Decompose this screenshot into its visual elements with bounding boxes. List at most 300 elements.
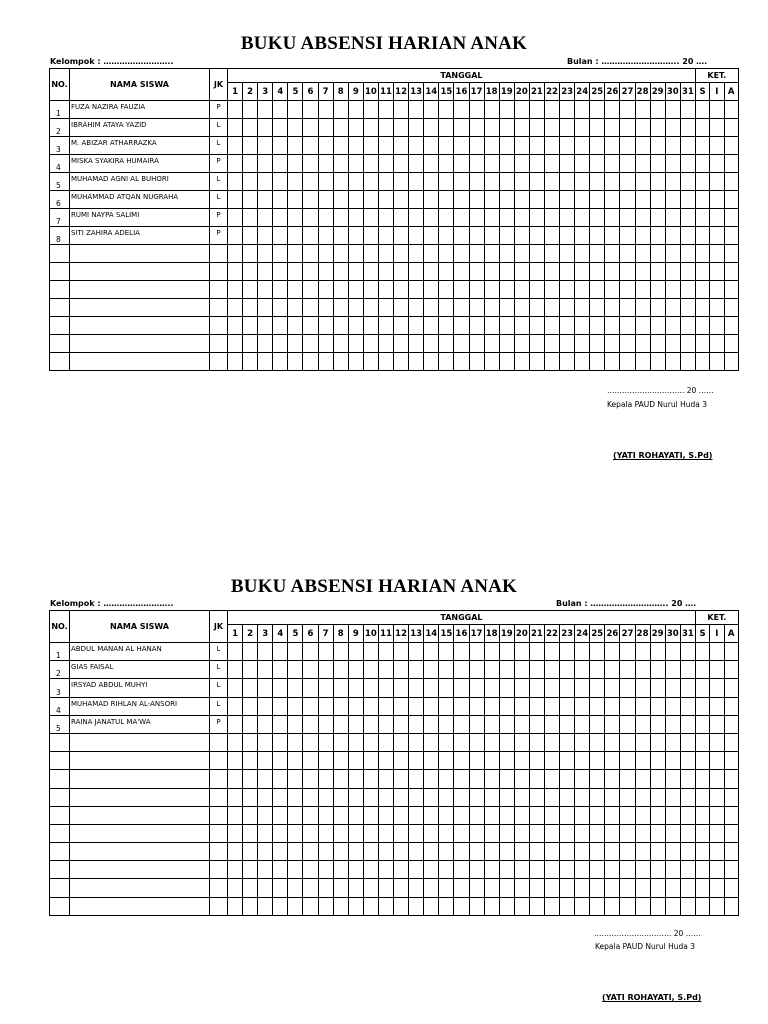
attendance-cell[interactable] — [499, 335, 514, 353]
attendance-cell[interactable] — [318, 770, 333, 788]
attendance-cell[interactable] — [544, 824, 559, 842]
attendance-cell[interactable] — [724, 137, 738, 155]
attendance-cell[interactable] — [620, 770, 635, 788]
attendance-cell[interactable] — [620, 335, 635, 353]
attendance-cell[interactable] — [394, 752, 409, 770]
attendance-cell[interactable] — [590, 697, 605, 715]
attendance-cell[interactable] — [424, 281, 439, 299]
attendance-cell[interactable] — [243, 843, 258, 861]
attendance-cell[interactable] — [560, 281, 575, 299]
attendance-cell[interactable] — [394, 861, 409, 879]
attendance-cell[interactable] — [258, 227, 273, 245]
attendance-cell[interactable] — [394, 191, 409, 209]
attendance-cell[interactable] — [439, 733, 454, 751]
attendance-cell[interactable] — [695, 353, 709, 371]
attendance-cell[interactable] — [333, 281, 348, 299]
attendance-cell[interactable] — [288, 843, 303, 861]
attendance-cell[interactable] — [635, 317, 650, 335]
attendance-cell[interactable] — [454, 263, 469, 281]
attendance-cell[interactable] — [303, 715, 318, 733]
attendance-cell[interactable] — [454, 245, 469, 263]
attendance-cell[interactable] — [724, 806, 738, 824]
attendance-cell[interactable] — [635, 806, 650, 824]
attendance-cell[interactable] — [590, 770, 605, 788]
attendance-cell[interactable] — [348, 353, 363, 371]
attendance-cell[interactable] — [288, 824, 303, 842]
attendance-cell[interactable] — [333, 643, 348, 661]
attendance-cell[interactable] — [439, 861, 454, 879]
attendance-cell[interactable] — [378, 263, 393, 281]
attendance-cell[interactable] — [409, 788, 424, 806]
attendance-cell[interactable] — [303, 209, 318, 227]
attendance-cell[interactable] — [605, 824, 620, 842]
attendance-cell[interactable] — [363, 806, 378, 824]
attendance-cell[interactable] — [424, 679, 439, 697]
attendance-cell[interactable] — [288, 353, 303, 371]
attendance-cell[interactable] — [454, 119, 469, 137]
attendance-cell[interactable] — [710, 299, 724, 317]
attendance-cell[interactable] — [469, 679, 484, 697]
attendance-cell[interactable] — [560, 173, 575, 191]
attendance-cell[interactable] — [635, 137, 650, 155]
attendance-cell[interactable] — [544, 679, 559, 697]
attendance-cell[interactable] — [620, 879, 635, 897]
attendance-cell[interactable] — [650, 353, 665, 371]
attendance-cell[interactable] — [288, 227, 303, 245]
attendance-cell[interactable] — [680, 335, 695, 353]
attendance-cell[interactable] — [243, 661, 258, 679]
attendance-cell[interactable] — [665, 879, 680, 897]
attendance-cell[interactable] — [228, 137, 243, 155]
attendance-cell[interactable] — [529, 155, 544, 173]
attendance-cell[interactable] — [348, 137, 363, 155]
attendance-cell[interactable] — [620, 173, 635, 191]
attendance-cell[interactable] — [499, 897, 514, 915]
attendance-cell[interactable] — [514, 643, 529, 661]
attendance-cell[interactable] — [544, 137, 559, 155]
attendance-cell[interactable] — [590, 155, 605, 173]
attendance-cell[interactable] — [394, 245, 409, 263]
attendance-cell[interactable] — [695, 715, 709, 733]
attendance-cell[interactable] — [635, 191, 650, 209]
attendance-cell[interactable] — [258, 245, 273, 263]
attendance-cell[interactable] — [318, 897, 333, 915]
attendance-cell[interactable] — [348, 861, 363, 879]
attendance-cell[interactable] — [650, 843, 665, 861]
attendance-cell[interactable] — [560, 643, 575, 661]
attendance-cell[interactable] — [303, 155, 318, 173]
attendance-cell[interactable] — [318, 806, 333, 824]
attendance-cell[interactable] — [348, 209, 363, 227]
attendance-cell[interactable] — [484, 697, 499, 715]
attendance-cell[interactable] — [303, 137, 318, 155]
attendance-cell[interactable] — [273, 679, 288, 697]
attendance-cell[interactable] — [318, 299, 333, 317]
attendance-cell[interactable] — [258, 897, 273, 915]
attendance-cell[interactable] — [348, 733, 363, 751]
attendance-cell[interactable] — [575, 752, 590, 770]
attendance-cell[interactable] — [499, 119, 514, 137]
attendance-cell[interactable] — [454, 770, 469, 788]
attendance-cell[interactable] — [333, 770, 348, 788]
attendance-cell[interactable] — [273, 353, 288, 371]
attendance-cell[interactable] — [484, 227, 499, 245]
attendance-cell[interactable] — [424, 697, 439, 715]
attendance-cell[interactable] — [724, 335, 738, 353]
attendance-cell[interactable] — [544, 643, 559, 661]
attendance-cell[interactable] — [529, 209, 544, 227]
attendance-cell[interactable] — [484, 806, 499, 824]
attendance-cell[interactable] — [439, 770, 454, 788]
attendance-cell[interactable] — [424, 317, 439, 335]
attendance-cell[interactable] — [620, 733, 635, 751]
attendance-cell[interactable] — [560, 843, 575, 861]
attendance-cell[interactable] — [303, 335, 318, 353]
attendance-cell[interactable] — [590, 824, 605, 842]
attendance-cell[interactable] — [439, 227, 454, 245]
attendance-cell[interactable] — [650, 317, 665, 335]
attendance-cell[interactable] — [288, 299, 303, 317]
attendance-cell[interactable] — [394, 715, 409, 733]
attendance-cell[interactable] — [635, 697, 650, 715]
attendance-cell[interactable] — [409, 101, 424, 119]
attendance-cell[interactable] — [665, 861, 680, 879]
attendance-cell[interactable] — [243, 335, 258, 353]
attendance-cell[interactable] — [695, 245, 709, 263]
attendance-cell[interactable] — [243, 101, 258, 119]
attendance-cell[interactable] — [228, 897, 243, 915]
attendance-cell[interactable] — [484, 843, 499, 861]
attendance-cell[interactable] — [724, 317, 738, 335]
attendance-cell[interactable] — [409, 155, 424, 173]
attendance-cell[interactable] — [439, 661, 454, 679]
attendance-cell[interactable] — [650, 227, 665, 245]
attendance-cell[interactable] — [394, 173, 409, 191]
attendance-cell[interactable] — [273, 806, 288, 824]
attendance-cell[interactable] — [635, 824, 650, 842]
attendance-cell[interactable] — [363, 897, 378, 915]
attendance-cell[interactable] — [333, 843, 348, 861]
attendance-cell[interactable] — [575, 137, 590, 155]
attendance-cell[interactable] — [484, 245, 499, 263]
attendance-cell[interactable] — [724, 824, 738, 842]
attendance-cell[interactable] — [635, 101, 650, 119]
attendance-cell[interactable] — [710, 733, 724, 751]
attendance-cell[interactable] — [394, 643, 409, 661]
attendance-cell[interactable] — [695, 770, 709, 788]
attendance-cell[interactable] — [635, 155, 650, 173]
attendance-cell[interactable] — [454, 843, 469, 861]
attendance-cell[interactable] — [469, 317, 484, 335]
attendance-cell[interactable] — [499, 715, 514, 733]
attendance-cell[interactable] — [378, 281, 393, 299]
attendance-cell[interactable] — [348, 697, 363, 715]
attendance-cell[interactable] — [665, 679, 680, 697]
attendance-cell[interactable] — [363, 752, 378, 770]
attendance-cell[interactable] — [243, 770, 258, 788]
attendance-cell[interactable] — [560, 824, 575, 842]
attendance-cell[interactable] — [409, 227, 424, 245]
attendance-cell[interactable] — [650, 173, 665, 191]
attendance-cell[interactable] — [288, 679, 303, 697]
attendance-cell[interactable] — [575, 155, 590, 173]
attendance-cell[interactable] — [333, 227, 348, 245]
attendance-cell[interactable] — [620, 191, 635, 209]
attendance-cell[interactable] — [544, 101, 559, 119]
attendance-cell[interactable] — [575, 715, 590, 733]
attendance-cell[interactable] — [348, 335, 363, 353]
attendance-cell[interactable] — [378, 661, 393, 679]
attendance-cell[interactable] — [333, 245, 348, 263]
attendance-cell[interactable] — [605, 119, 620, 137]
attendance-cell[interactable] — [529, 697, 544, 715]
attendance-cell[interactable] — [303, 843, 318, 861]
attendance-cell[interactable] — [650, 209, 665, 227]
attendance-cell[interactable] — [228, 643, 243, 661]
attendance-cell[interactable] — [620, 715, 635, 733]
attendance-cell[interactable] — [635, 843, 650, 861]
attendance-cell[interactable] — [363, 643, 378, 661]
attendance-cell[interactable] — [650, 806, 665, 824]
attendance-cell[interactable] — [394, 697, 409, 715]
attendance-cell[interactable] — [620, 281, 635, 299]
attendance-cell[interactable] — [469, 155, 484, 173]
attendance-cell[interactable] — [318, 788, 333, 806]
attendance-cell[interactable] — [484, 733, 499, 751]
attendance-cell[interactable] — [378, 245, 393, 263]
attendance-cell[interactable] — [620, 245, 635, 263]
attendance-cell[interactable] — [258, 299, 273, 317]
attendance-cell[interactable] — [620, 661, 635, 679]
attendance-cell[interactable] — [258, 788, 273, 806]
attendance-cell[interactable] — [363, 119, 378, 137]
attendance-cell[interactable] — [575, 733, 590, 751]
attendance-cell[interactable] — [273, 861, 288, 879]
attendance-cell[interactable] — [394, 299, 409, 317]
attendance-cell[interactable] — [333, 752, 348, 770]
attendance-cell[interactable] — [363, 137, 378, 155]
attendance-cell[interactable] — [439, 209, 454, 227]
attendance-cell[interactable] — [484, 643, 499, 661]
attendance-cell[interactable] — [454, 101, 469, 119]
attendance-cell[interactable] — [514, 335, 529, 353]
attendance-cell[interactable] — [318, 155, 333, 173]
attendance-cell[interactable] — [303, 679, 318, 697]
attendance-cell[interactable] — [635, 227, 650, 245]
attendance-cell[interactable] — [710, 335, 724, 353]
attendance-cell[interactable] — [575, 101, 590, 119]
attendance-cell[interactable] — [605, 137, 620, 155]
attendance-cell[interactable] — [620, 806, 635, 824]
attendance-cell[interactable] — [724, 843, 738, 861]
attendance-cell[interactable] — [529, 137, 544, 155]
attendance-cell[interactable] — [575, 806, 590, 824]
attendance-cell[interactable] — [288, 879, 303, 897]
attendance-cell[interactable] — [424, 335, 439, 353]
attendance-cell[interactable] — [650, 897, 665, 915]
attendance-cell[interactable] — [635, 299, 650, 317]
attendance-cell[interactable] — [724, 788, 738, 806]
attendance-cell[interactable] — [409, 697, 424, 715]
attendance-cell[interactable] — [469, 353, 484, 371]
attendance-cell[interactable] — [529, 788, 544, 806]
attendance-cell[interactable] — [378, 861, 393, 879]
attendance-cell[interactable] — [529, 843, 544, 861]
attendance-cell[interactable] — [710, 281, 724, 299]
attendance-cell[interactable] — [544, 879, 559, 897]
attendance-cell[interactable] — [243, 317, 258, 335]
attendance-cell[interactable] — [394, 263, 409, 281]
attendance-cell[interactable] — [499, 661, 514, 679]
attendance-cell[interactable] — [635, 715, 650, 733]
attendance-cell[interactable] — [454, 897, 469, 915]
attendance-cell[interactable] — [499, 317, 514, 335]
attendance-cell[interactable] — [605, 697, 620, 715]
attendance-cell[interactable] — [348, 317, 363, 335]
attendance-cell[interactable] — [228, 245, 243, 263]
attendance-cell[interactable] — [529, 335, 544, 353]
attendance-cell[interactable] — [544, 119, 559, 137]
attendance-cell[interactable] — [620, 861, 635, 879]
attendance-cell[interactable] — [544, 697, 559, 715]
attendance-cell[interactable] — [424, 806, 439, 824]
attendance-cell[interactable] — [363, 263, 378, 281]
attendance-cell[interactable] — [499, 155, 514, 173]
attendance-cell[interactable] — [710, 824, 724, 842]
attendance-cell[interactable] — [378, 806, 393, 824]
attendance-cell[interactable] — [303, 824, 318, 842]
attendance-cell[interactable] — [318, 335, 333, 353]
attendance-cell[interactable] — [710, 861, 724, 879]
attendance-cell[interactable] — [363, 879, 378, 897]
attendance-cell[interactable] — [454, 788, 469, 806]
attendance-cell[interactable] — [273, 191, 288, 209]
attendance-cell[interactable] — [484, 897, 499, 915]
attendance-cell[interactable] — [303, 317, 318, 335]
attendance-cell[interactable] — [665, 155, 680, 173]
attendance-cell[interactable] — [514, 861, 529, 879]
attendance-cell[interactable] — [529, 752, 544, 770]
attendance-cell[interactable] — [243, 697, 258, 715]
attendance-cell[interactable] — [499, 353, 514, 371]
attendance-cell[interactable] — [303, 861, 318, 879]
attendance-cell[interactable] — [273, 299, 288, 317]
attendance-cell[interactable] — [409, 861, 424, 879]
attendance-cell[interactable] — [394, 155, 409, 173]
attendance-cell[interactable] — [243, 679, 258, 697]
attendance-cell[interactable] — [424, 715, 439, 733]
attendance-cell[interactable] — [333, 697, 348, 715]
attendance-cell[interactable] — [484, 101, 499, 119]
attendance-cell[interactable] — [363, 335, 378, 353]
attendance-cell[interactable] — [469, 897, 484, 915]
attendance-cell[interactable] — [724, 879, 738, 897]
attendance-cell[interactable] — [605, 806, 620, 824]
attendance-cell[interactable] — [469, 752, 484, 770]
attendance-cell[interactable] — [724, 101, 738, 119]
attendance-cell[interactable] — [710, 209, 724, 227]
attendance-cell[interactable] — [724, 752, 738, 770]
attendance-cell[interactable] — [378, 335, 393, 353]
attendance-cell[interactable] — [724, 119, 738, 137]
attendance-cell[interactable] — [499, 733, 514, 751]
attendance-cell[interactable] — [348, 227, 363, 245]
attendance-cell[interactable] — [544, 335, 559, 353]
attendance-cell[interactable] — [650, 715, 665, 733]
attendance-cell[interactable] — [620, 101, 635, 119]
attendance-cell[interactable] — [514, 733, 529, 751]
attendance-cell[interactable] — [439, 191, 454, 209]
attendance-cell[interactable] — [575, 173, 590, 191]
attendance-cell[interactable] — [544, 715, 559, 733]
attendance-cell[interactable] — [484, 263, 499, 281]
attendance-cell[interactable] — [333, 299, 348, 317]
attendance-cell[interactable] — [529, 861, 544, 879]
attendance-cell[interactable] — [394, 824, 409, 842]
attendance-cell[interactable] — [424, 263, 439, 281]
attendance-cell[interactable] — [273, 843, 288, 861]
attendance-cell[interactable] — [724, 697, 738, 715]
attendance-cell[interactable] — [710, 897, 724, 915]
attendance-cell[interactable] — [228, 119, 243, 137]
attendance-cell[interactable] — [454, 752, 469, 770]
attendance-cell[interactable] — [635, 281, 650, 299]
attendance-cell[interactable] — [318, 879, 333, 897]
attendance-cell[interactable] — [680, 752, 695, 770]
attendance-cell[interactable] — [378, 643, 393, 661]
attendance-cell[interactable] — [529, 245, 544, 263]
attendance-cell[interactable] — [318, 661, 333, 679]
attendance-cell[interactable] — [273, 897, 288, 915]
attendance-cell[interactable] — [560, 335, 575, 353]
attendance-cell[interactable] — [303, 733, 318, 751]
attendance-cell[interactable] — [454, 824, 469, 842]
attendance-cell[interactable] — [258, 317, 273, 335]
attendance-cell[interactable] — [469, 843, 484, 861]
attendance-cell[interactable] — [544, 263, 559, 281]
attendance-cell[interactable] — [228, 697, 243, 715]
attendance-cell[interactable] — [258, 843, 273, 861]
attendance-cell[interactable] — [318, 281, 333, 299]
attendance-cell[interactable] — [378, 119, 393, 137]
attendance-cell[interactable] — [439, 335, 454, 353]
attendance-cell[interactable] — [439, 843, 454, 861]
attendance-cell[interactable] — [514, 281, 529, 299]
attendance-cell[interactable] — [484, 353, 499, 371]
attendance-cell[interactable] — [544, 843, 559, 861]
attendance-cell[interactable] — [665, 299, 680, 317]
attendance-cell[interactable] — [680, 806, 695, 824]
attendance-cell[interactable] — [348, 173, 363, 191]
attendance-cell[interactable] — [363, 861, 378, 879]
attendance-cell[interactable] — [273, 661, 288, 679]
attendance-cell[interactable] — [695, 155, 709, 173]
attendance-cell[interactable] — [378, 317, 393, 335]
attendance-cell[interactable] — [514, 155, 529, 173]
attendance-cell[interactable] — [424, 788, 439, 806]
attendance-cell[interactable] — [394, 353, 409, 371]
attendance-cell[interactable] — [560, 897, 575, 915]
attendance-cell[interactable] — [680, 281, 695, 299]
attendance-cell[interactable] — [590, 281, 605, 299]
attendance-cell[interactable] — [409, 281, 424, 299]
attendance-cell[interactable] — [605, 788, 620, 806]
attendance-cell[interactable] — [529, 173, 544, 191]
attendance-cell[interactable] — [590, 245, 605, 263]
attendance-cell[interactable] — [273, 770, 288, 788]
attendance-cell[interactable] — [650, 770, 665, 788]
attendance-cell[interactable] — [288, 335, 303, 353]
